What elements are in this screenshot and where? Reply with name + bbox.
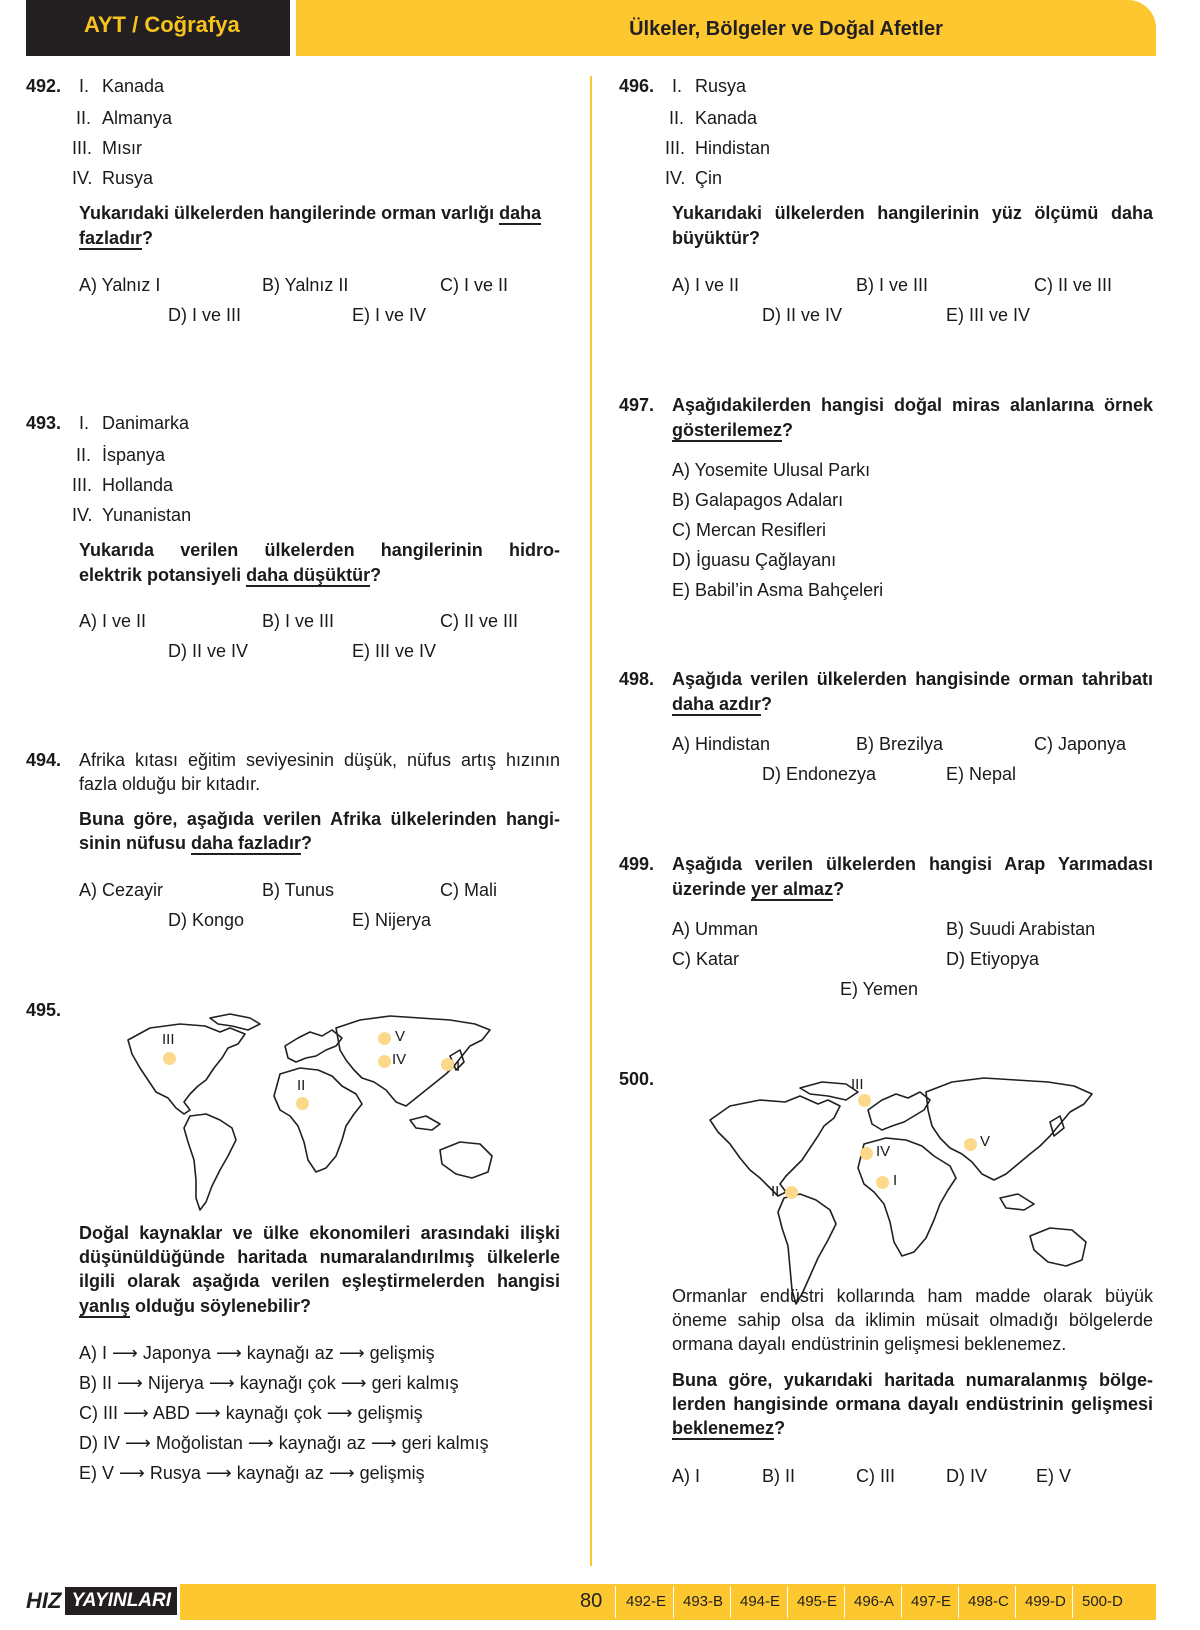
question-stem: büyüktür? (672, 228, 760, 248)
question-stem: gösterilemez? (672, 420, 794, 440)
option-d[interactable]: D) İguasu Çağlayanı (672, 550, 837, 570)
map-label: IV (876, 1143, 891, 1160)
option-b[interactable]: B) I ve III (856, 275, 929, 295)
question-text: ormana dayalı endüstrinin gelişmesi beklenemez. (672, 1334, 1067, 1354)
option-c[interactable]: C) Mali (440, 880, 497, 900)
question-number: 494. (26, 750, 62, 770)
option-a[interactable]: A) Hindistan (672, 734, 771, 754)
map-label: I (456, 1058, 461, 1075)
question-number: 500. (619, 1069, 655, 1089)
option-d[interactable]: D) IV ⟶ Moğolistan ⟶ kaynağı az ⟶ geri kalmış (79, 1433, 489, 1453)
option-e[interactable]: E) Nijerya (352, 910, 432, 930)
question-stem: ilgili olarak aşağıda verilen eşleştirmelerden hangisi (79, 1271, 560, 1291)
map-marker (296, 1097, 309, 1110)
roman-numeral: I. (79, 413, 90, 433)
question-number: 492. (26, 76, 62, 96)
question-stem: elektrik potansiyeli daha düşüktür? (79, 565, 382, 585)
answer-key-bar (180, 1584, 1156, 1620)
question-text: öneme sahip olsa da iklimin müsait olmadığı bölgelerde (672, 1310, 1153, 1330)
question-number: 499. (619, 854, 655, 874)
question-stem: daha azdır? (672, 694, 773, 714)
answer-key-item: 498-C (968, 1593, 1009, 1610)
option-a[interactable]: A) I ve II (672, 275, 740, 295)
list-item: Rusya (102, 168, 154, 188)
map-label: V (980, 1133, 991, 1150)
roman-numeral: II. (669, 108, 685, 128)
option-e[interactable]: E) Babil’in Asma Bahçeleri (672, 580, 884, 600)
option-d[interactable]: D) IV (946, 1466, 988, 1486)
map-label: II (771, 1183, 780, 1200)
option-e[interactable]: E) I ve IV (352, 305, 427, 325)
list-item: Kanada (102, 76, 165, 96)
list-item: Yunanistan (102, 505, 192, 525)
page-footer (0, 1584, 1200, 1620)
map-marker (964, 1138, 977, 1151)
topic-title: Ülkeler, Bölgeler ve Doğal Afetler (629, 18, 943, 40)
list-item: Mısır (102, 138, 142, 158)
map-marker (860, 1147, 873, 1160)
roman-numeral: III. (72, 138, 93, 158)
topic-banner (296, 0, 1156, 56)
question-number: 495. (26, 1000, 62, 1020)
answer-key-item: 500-D (1082, 1593, 1123, 1610)
answer-key-item: 494-E (740, 1593, 781, 1610)
option-b[interactable]: B) II ⟶ Nijerya ⟶ kaynağı çok ⟶ geri kalmış (79, 1373, 459, 1393)
answer-key-item: 499-D (1025, 1593, 1066, 1610)
question-stem: Doğal kaynaklar ve ülke ekonomileri arasındaki ilişki (79, 1223, 560, 1243)
map-label: V (395, 1028, 406, 1045)
option-c[interactable]: C) I ve II (440, 275, 509, 295)
publisher-logo: HIZ YAYINLARI (26, 1584, 172, 1618)
question-text: Afrika kıtası eğitim seviyesinin düşük, nüfus artış hızının (79, 750, 560, 770)
question-stem: beklenemez? (672, 1418, 786, 1438)
map-label: III (851, 1076, 864, 1093)
option-b[interactable]: B) II (762, 1466, 796, 1486)
question-stem: lerden hangisinde ormana dayalı endüstrinin gelişmesi (672, 1394, 1153, 1414)
option-d[interactable]: D) II ve IV (762, 305, 843, 325)
subject-label: AYT / Coğrafya (84, 12, 240, 37)
question-stem: Yukarıda verilen ülkelerden hangilerinin hidro- (79, 540, 560, 560)
map-marker (785, 1186, 798, 1199)
option-d[interactable]: D) II ve IV (168, 641, 249, 661)
option-e[interactable]: E) III ve IV (352, 641, 437, 661)
option-c[interactable]: C) Katar (672, 949, 740, 969)
option-c[interactable]: C) Japonya (1034, 734, 1127, 754)
roman-numeral: II. (76, 445, 92, 465)
subject-tab (26, 0, 290, 56)
option-a[interactable]: A) Yosemite Ulusal Parkı (672, 460, 871, 480)
map-label: IV (392, 1051, 407, 1068)
map-marker (378, 1055, 391, 1068)
map-marker (378, 1032, 391, 1045)
option-e[interactable]: E) V ⟶ Rusya ⟶ kaynağı az ⟶ gelişmiş (79, 1463, 425, 1483)
option-c[interactable]: C) II ve III (1034, 275, 1113, 295)
option-c[interactable]: C) II ve III (440, 611, 519, 631)
roman-numeral: IV. (665, 168, 686, 188)
question-stem: Yukarıdaki ülkelerden hangilerinin yüz ölçümü daha (672, 203, 1153, 223)
option-e[interactable]: E) Yemen (840, 979, 919, 999)
option-b[interactable]: B) I ve III (262, 611, 335, 631)
question-number: 497. (619, 395, 655, 415)
roman-numeral: I. (672, 76, 683, 96)
option-b[interactable]: B) Galapagos Adaları (672, 490, 844, 510)
question-stem: Buna göre, yukarıdaki haritada numaralanmış bölge- (672, 1370, 1153, 1390)
map-marker (163, 1052, 176, 1065)
option-e[interactable]: E) III ve IV (946, 305, 1031, 325)
option-d[interactable]: D) Kongo (168, 910, 245, 930)
roman-numeral: IV. (72, 505, 93, 525)
list-item: İspanya (102, 445, 166, 465)
question-stem: fazladır? (79, 228, 154, 248)
roman-numeral: III. (72, 475, 93, 495)
option-b[interactable]: B) Yalnız II (262, 275, 349, 295)
question-stem: düşünüldüğünde haritada numaralandırılmış ülkelerle (79, 1247, 560, 1267)
list-item: Danimarka (102, 413, 190, 433)
roman-numeral: III. (665, 138, 686, 158)
option-c[interactable]: C) III (856, 1466, 895, 1486)
answer-key-item: 495-E (797, 1593, 838, 1610)
question-number: 493. (26, 413, 62, 433)
question-text: Ormanlar endüstri kollarında ham madde olarak büyük (672, 1286, 1153, 1306)
option-a[interactable]: A) I ⟶ Japonya ⟶ kaynağı az ⟶ gelişmiş (79, 1343, 435, 1363)
option-b[interactable]: B) Suudi Arabistan (946, 919, 1096, 939)
question-stem: Buna göre, aşağıda verilen Afrika ülkelerinden hangi- (79, 809, 560, 829)
question-number: 498. (619, 669, 655, 689)
question-stem: yanlış olduğu söylenebilir? (79, 1296, 312, 1316)
roman-numeral: II. (76, 108, 92, 128)
option-d[interactable]: D) I ve III (168, 305, 242, 325)
map-marker (876, 1176, 889, 1189)
option-a[interactable]: A) I ve II (79, 611, 147, 631)
question-stem: üzerinde yer almaz? (672, 879, 845, 899)
question-stem: Aşağıda verilen ülkelerden hangisinde orman tahribatı (672, 669, 1153, 689)
map-label: III (162, 1031, 175, 1048)
answer-key-item: 493-B (683, 1593, 724, 1610)
question-stem: Aşağıda verilen ülkelerden hangisi Arap Yarımadası (672, 854, 1153, 874)
list-item: Rusya (695, 76, 747, 96)
roman-numeral: I. (79, 76, 90, 96)
option-a[interactable]: A) Umman (672, 919, 759, 939)
option-b[interactable]: B) Tunus (262, 880, 335, 900)
option-a[interactable]: A) Cezayir (79, 880, 164, 900)
option-c[interactable]: C) Mercan Resifleri (672, 520, 827, 540)
roman-numeral: IV. (72, 168, 93, 188)
question-text: fazla olduğu bir kıtadır. (79, 774, 261, 794)
map-label: I (893, 1172, 898, 1189)
map-marker (858, 1094, 871, 1107)
option-b[interactable]: B) Brezilya (856, 734, 944, 754)
option-a[interactable]: A) Yalnız I (79, 275, 161, 295)
answer-key-item: 492-E (626, 1593, 667, 1610)
option-e[interactable]: E) V (1036, 1466, 1072, 1486)
answer-key-item: 497-E (911, 1593, 952, 1610)
world-map (700, 1070, 1120, 1315)
option-c[interactable]: C) III ⟶ ABD ⟶ kaynağı çok ⟶ gelişmiş (79, 1403, 423, 1423)
list-item: Hindistan (695, 138, 771, 158)
list-item: Çin (695, 168, 723, 188)
page-number: 80 (580, 1590, 603, 1612)
list-item: Almanya (102, 108, 173, 128)
list-item: Hollanda (102, 475, 174, 495)
answer-key-item: 496-A (854, 1593, 895, 1610)
list-item: Kanada (695, 108, 758, 128)
question-stem: Yukarıdaki ülkelerden hangilerinde orman varlığı daha (79, 203, 542, 223)
option-d[interactable]: D) Endonezya (762, 764, 877, 784)
map-label: II (297, 1077, 306, 1094)
question-number: 496. (619, 76, 655, 96)
column-divider (590, 76, 592, 1566)
option-e[interactable]: E) Nepal (946, 764, 1017, 784)
map-marker (441, 1058, 454, 1071)
option-a[interactable]: A) I (672, 1466, 701, 1486)
question-stem: Aşağıdakilerden hangisi doğal miras alanlarına örnek (672, 395, 1153, 415)
option-d[interactable]: D) Etiyopya (946, 949, 1040, 969)
question-stem: sinin nüfusu daha fazladır? (79, 833, 313, 853)
